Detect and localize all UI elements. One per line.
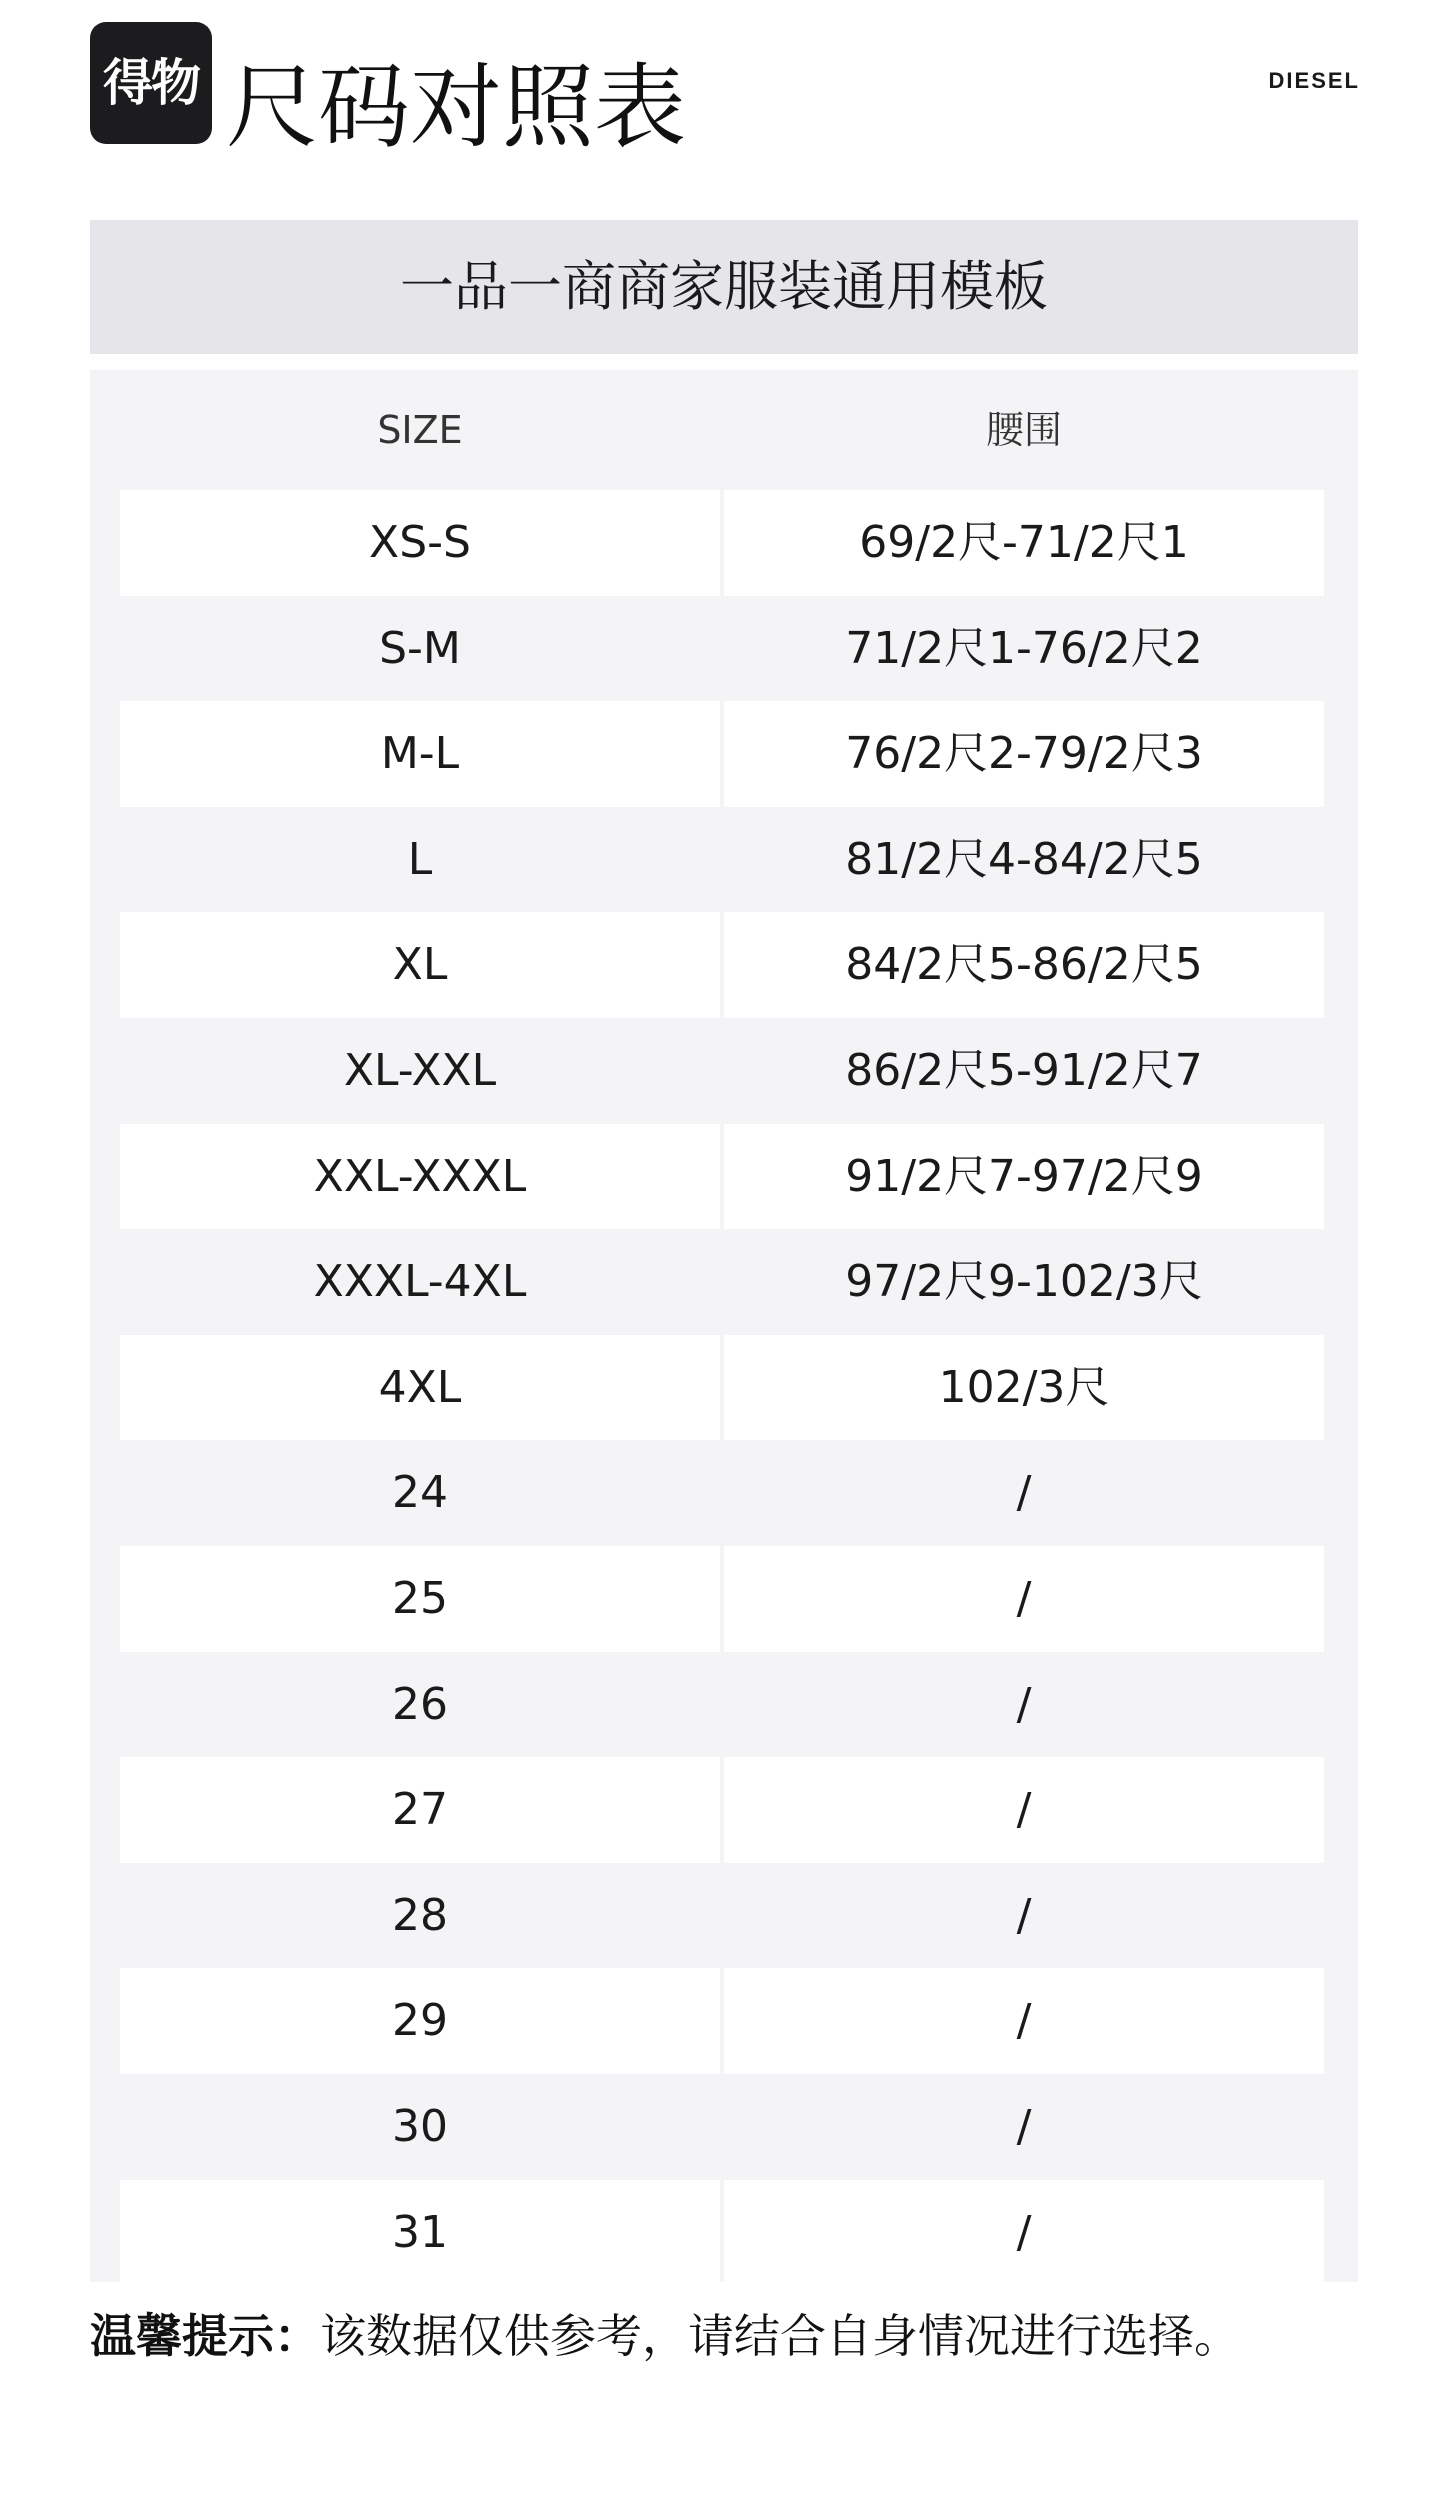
size-cell: 25 [120, 1546, 720, 1652]
waist-cell: / [724, 2180, 1324, 2286]
waist-cell: 76/2尺2-79/2尺3 [724, 701, 1324, 807]
table-row [120, 1229, 1324, 1335]
waist-cell: / [724, 1968, 1324, 2074]
column-header-waist: 腰围 [985, 408, 1062, 452]
waist-cell: 84/2尺5-86/2尺5 [724, 912, 1324, 1018]
size-cell: 28 [392, 1889, 448, 1941]
size-cell: XL [120, 912, 720, 1018]
template-banner: 一品一商商家服装通用模板 [90, 220, 1358, 354]
waist-cell: 97/2尺9-102/3尺 [845, 1256, 1203, 1308]
size-cell: XL-XXL [343, 1044, 497, 1096]
size-cell: XXXL-4XL [313, 1256, 527, 1308]
footnote-text: 该数据仅供参考，请结合自身情况进行选择。 [320, 2309, 1240, 2363]
size-cell: XS-S [120, 490, 720, 596]
table-row [120, 490, 1324, 596]
table-body [120, 490, 1324, 2285]
size-table [90, 370, 1358, 2282]
size-cell: 27 [120, 1757, 720, 1863]
size-cell: 26 [392, 1678, 448, 1730]
waist-cell: / [724, 1546, 1324, 1652]
table-row [120, 1968, 1324, 2074]
table-row [120, 1124, 1324, 1230]
size-cell: 24 [392, 1467, 448, 1519]
table-row [120, 1652, 1324, 1758]
size-cell: L [407, 833, 433, 885]
waist-cell: 81/2尺4-84/2尺5 [845, 833, 1203, 885]
footnote-label: 温馨提示： [90, 2309, 320, 2363]
dewu-logo: 得物 [90, 22, 212, 144]
waist-cell: / [1016, 1678, 1032, 1730]
waist-cell: / [1016, 2100, 1032, 2152]
size-cell: XXL-XXXL [120, 1124, 720, 1230]
table-row [120, 596, 1324, 702]
column-header-size: SIZE [377, 408, 463, 452]
table-row [120, 1335, 1324, 1441]
table-row [120, 807, 1324, 913]
page-header [90, 22, 1360, 172]
table-row [120, 1440, 1324, 1546]
size-cell: S-M [379, 622, 461, 674]
size-cell: M-L [120, 701, 720, 807]
waist-cell: 69/2尺-71/2尺1 [724, 490, 1324, 596]
table-row [120, 2074, 1324, 2180]
table-row [120, 2180, 1324, 2286]
brand-logo: DIESEL [1268, 68, 1360, 93]
waist-cell: 102/3尺 [724, 1335, 1324, 1441]
size-cell: 30 [392, 2100, 448, 2152]
table-row [120, 1863, 1324, 1969]
waist-cell: / [1016, 1467, 1032, 1519]
page-title: 尺码对照表 [226, 54, 687, 161]
table-row [120, 912, 1324, 1018]
table-header [120, 370, 1324, 490]
size-cell: 4XL [120, 1335, 720, 1441]
table-row [120, 1018, 1324, 1124]
waist-cell: 91/2尺7-97/2尺9 [724, 1124, 1324, 1230]
waist-cell: / [1016, 1889, 1032, 1941]
size-cell: 29 [120, 1968, 720, 2074]
table-row [120, 1546, 1324, 1652]
table-row [120, 1757, 1324, 1863]
size-cell: 31 [120, 2180, 720, 2286]
waist-cell: / [724, 1757, 1324, 1863]
waist-cell: 71/2尺1-76/2尺2 [845, 622, 1203, 674]
footnote [90, 2296, 1390, 2376]
table-row [120, 701, 1324, 807]
waist-cell: 86/2尺5-91/2尺7 [845, 1044, 1203, 1096]
